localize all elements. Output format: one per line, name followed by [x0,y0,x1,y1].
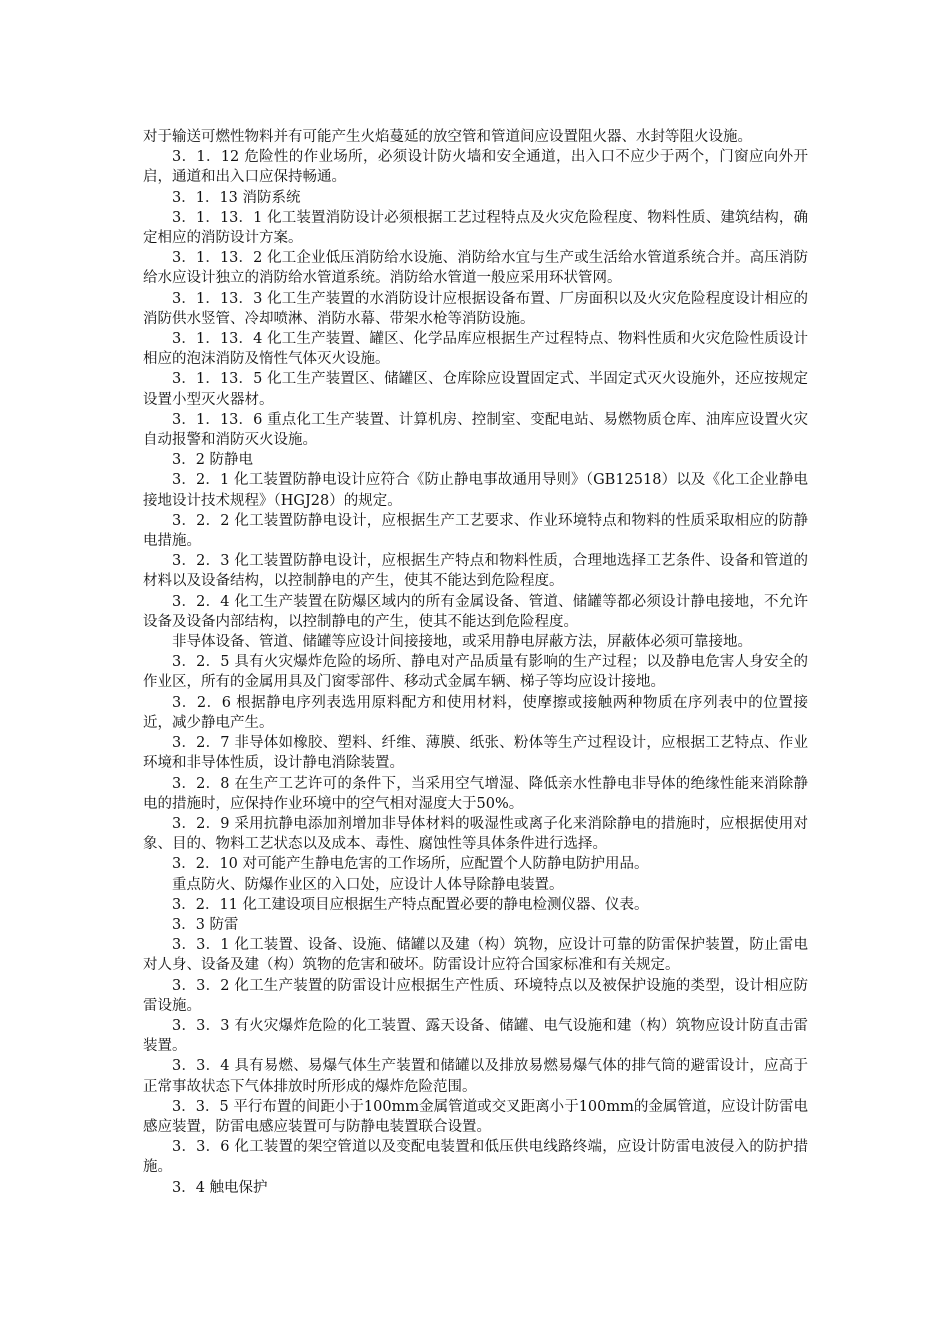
paragraph: 3．3．1 化工装置、设备、设施、储罐以及建（构）筑物，应设计可靠的防雷保护装置，防止雷电对人身、设备及建（构）筑物的危害和破坏。防雷设计应符合国家标准和有关规定。 [143,937,808,974]
paragraph: 3．2．6 根据静电序列表选用原料配方和使用材料，使摩擦或接触两种物质在序列表中的位置接近，减少静电产生。 [143,694,808,731]
paragraph: 3．3．5 平行布置的间距小于100mm金属管道或交叉距离小于100mm的金属管道，应设计防雷电感应装置，防雷电感应装置可与防静电装置联合设置。 [143,1098,808,1135]
paragraph: 3．2．1 化工装置防静电设计应符合《防止静电事故通用导则》（GB12518）以及《化工企业静电接地设计技术规程》（HGJ28）的规定。 [143,472,808,509]
paragraph: 非导体设备、管道、储罐等应设计间接接地，或采用静电屏蔽方法，屏蔽体必须可靠接地。 [172,634,752,651]
paragraph: 3．3．6 化工装置的架空管道以及变配电装置和低压供电线路终端，应设计防雷电波侵入的防护措施。 [143,1139,808,1176]
paragraph: 3．1．13．3 化工生产装置的水消防设计应根据设备布置、厂房面积以及火灾危险程度设计相应的消防供水竖管、冷却喷淋、消防水幕、带架水枪等消防设施。 [143,290,808,327]
paragraph: 3．1．13．1 化工装置消防设计必须根据工艺过程特点及火灾危险程度、物料性质、建筑结构，确定相应的消防设计方案。 [143,209,808,247]
paragraph: 3．1．13．2 化工企业低压消防给水设施、消防给水宜与生产或生活给水管道系统合并。高压消防给水应设计独立的消防给水管道系统。消防给水管道一般应采用环状管网。 [143,250,808,287]
paragraph: 3．1．13．5 化工生产装置区、储罐区、仓库除应设置固定式、半固定式灭火设施外，还应按规定设置小型灭火器材。 [143,371,808,408]
paragraph: 3．2．3 化工装置防静电设计，应根据生产特点和物料性质，合理地选择工艺条件、设备和管道的材料以及设备结构，以控制静电的产生，使其不能达到危险程度。 [143,553,808,590]
paragraph: 3．2．9 采用抗静电添加剂增加非导体材料的吸湿性或离子化来消除静电的措施时，应根据使用对象、目的、物料工艺状态以及成本、毒性、腐蚀性等具体条件进行选择。 [143,815,808,853]
paragraph: 重点防火、防爆作业区的入口处，应设计人体导除静电装置。 [172,876,564,893]
paragraph: 对于输送可燃性物料并有可能产生火焰蔓延的放空管和管道间应设置阻火器、水封等阻火设施。 [143,129,752,145]
paragraph: 3．3．2 化工生产装置的防雷设计应根据生产性质、环境特点以及被保护设施的类型，设计相应防雷设施。 [143,977,808,1014]
paragraph: 3．2．8 在生产工艺许可的条件下，当采用空气增湿、降低亲水性静电非导体的绝缘性能来消除静电的措施时，应保持作业环境中的空气相对湿度大于50%。 [143,775,808,812]
paragraph: 3．1．13．4 化工生产装置、罐区、化学品库应根据生产过程特点、物料性质和火灾危险性质设计相应的泡沫消防及惰性气体灭火设施。 [143,331,808,368]
paragraph: 3．2．2 化工装置防静电设计，应根据生产工艺要求、作业环境特点和物料的性质采取相应的防静电措施。 [143,512,808,550]
paragraph: 3．2．4 化工生产装置在防爆区域内的所有金属设备、管道、储罐等都必须设计静电接地，不允许设备及设备内部结构，以控制静电的产生，使其不能达到危险程度。 [143,593,808,630]
paragraph: 3．3．3 有火灾爆炸危险的化工装置、露天设备、储罐、电气设施和建（构）筑物应设计防直击雷装置。 [143,1017,808,1055]
document-body [143,127,808,1198]
section-heading: 3．4 触电保护 [172,1179,268,1196]
section-heading: 3．3 防雷 [172,916,239,933]
paragraph: 3．2．11 化工建设项目应根据生产特点配置必要的静电检测仪器、仪表。 [172,896,649,913]
section-heading: 3．1．13 消防系统 [172,189,301,206]
paragraph: 3．1．12 危险性的作业场所，必须设计防火墙和安全通道，出入口不应少于两个，门窗应向外开启，通道和出入口应保持畅通。 [143,149,808,186]
paragraph: 3．2．10 对可能产生静电危害的工作场所，应配置个人防静电防护用品。 [172,856,649,873]
paragraph: 3．2．7 非导体如橡胶、塑料、纤维、薄膜、纸张、粉体等生产过程设计，应根据工艺特点、作业环境和非导体性质，设计静电消除装置。 [143,735,808,772]
paragraph: 3．1．13．6 重点化工生产装置、计算机房、控制室、变配电站、易燃物质仓库、油库应设置火灾自动报警和消防灭火设施。 [143,411,808,449]
paragraph: 3．2．5 具有火灾爆炸危险的场所、静电对产品质量有影响的生产过程；以及静电危害人身安全的作业区，所有的金属用具及门窗零部件、移动式金属车辆、梯子等均应设计接地。 [143,654,808,691]
paragraph: 3．3．4 具有易燃、易爆气体生产装置和储罐以及排放易燃易爆气体的排气筒的避雷设计，应高于正常事故状态下气体排放时所形成的爆炸危险范围。 [143,1058,808,1095]
section-heading: 3．2 防静电 [172,452,254,469]
